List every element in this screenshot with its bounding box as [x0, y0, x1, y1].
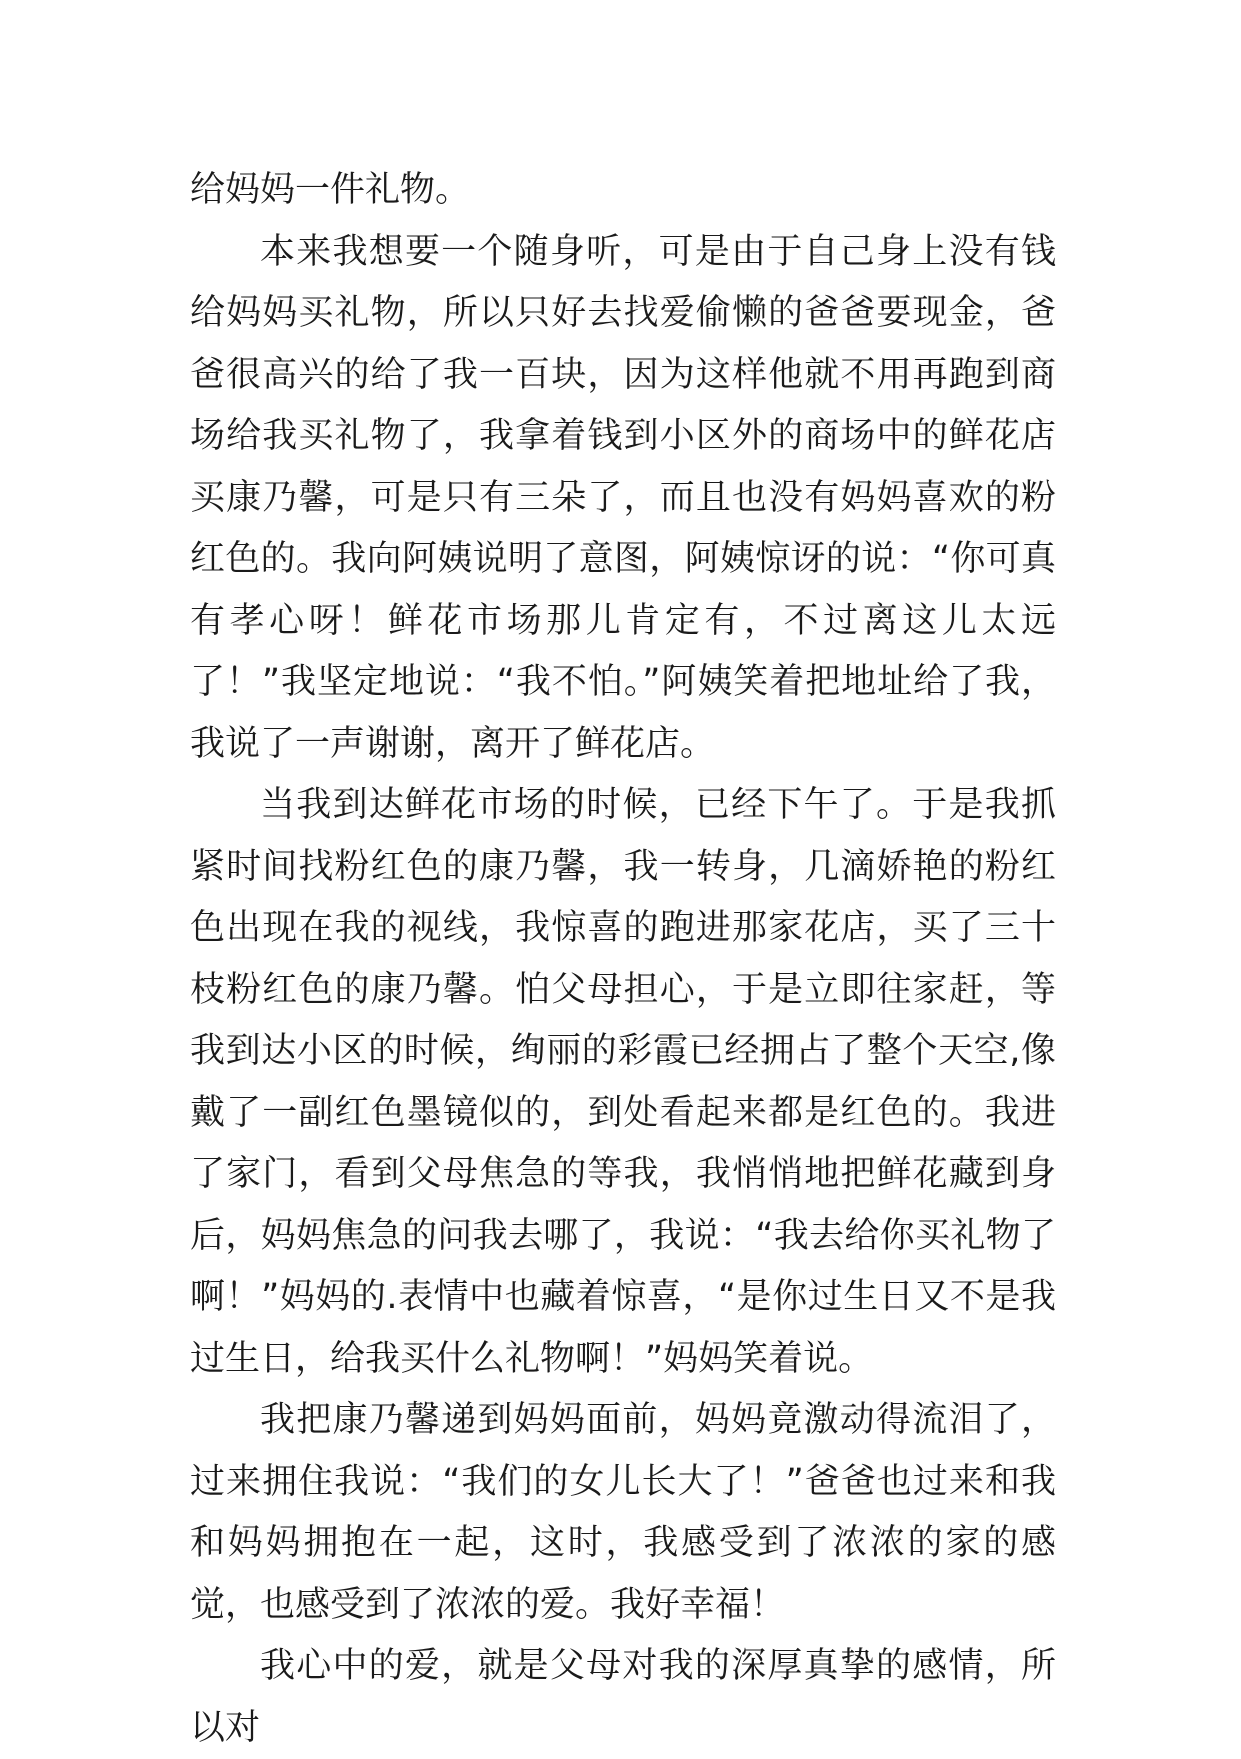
- paragraph-conclusion: 我心中的爱，就是父母对我的深厚真挚的感情，所以对: [190, 1646, 1056, 1748]
- paragraph-flower-market: 当我到达鲜花市场的时候，已经下午了。于是我抓紧时间找粉红色的康乃馨，我一转身，几滴娇艳的粉红色出现在我的视线，我惊喜的跑进那家花店，买了三十枝粉红色的康乃馨。怕父母担心，于是立即往家赶，等我到达小区的时候，绚丽的彩霞已经拥占了整个天空,像戴了一副红色墨镜似的，到处看起来都是红色的。我进了家门，看到父母焦急的等我，我悄悄地把鲜花藏到身后，妈妈焦急的问我去哪了，我说：“我去给你买礼物了啊！”妈妈的.表情中也藏着惊喜，“是你过生日又不是我过生日，给我买什么礼物啊！”妈妈笑着说。: [190, 785, 1056, 1379]
- paragraph-buying-money: 本来我想要一个随身听，可是由于自己身上没有钱给妈妈买礼物，所以只好去找爱偷懒的爸爸要现金，爸爸很高兴的给了我一百块，因为这样他就不用再跑到商场给我买礼物了，我拿着钱到小区外的商场中的鲜花店买康乃馨，可是只有三朵了，而且也没有妈妈喜欢的粉红色的。我向阿姨说明了意图，阿姨惊讶的说：“你可真有孝心呀！鲜花市场那儿肯定有，不过离这儿太远了！”我坚定地说：“我不怕。”阿姨笑着把地址给了我，我说了一声谢谢，离开了鲜花店。: [190, 231, 1056, 764]
- essay-body: [190, 160, 1056, 1759]
- paragraph-continuation: 给妈妈一件礼物。: [190, 170, 471, 210]
- paragraph-giving-flowers: 我把康乃馨递到妈妈面前，妈妈竟激动得流泪了，过来拥住我说：“我们的女儿长大了！”爸爸也过来和我和妈妈拥抱在一起，这时，我感受到了浓浓的家的感觉，也感受到了浓浓的爱。我好幸福！: [190, 1400, 1056, 1625]
